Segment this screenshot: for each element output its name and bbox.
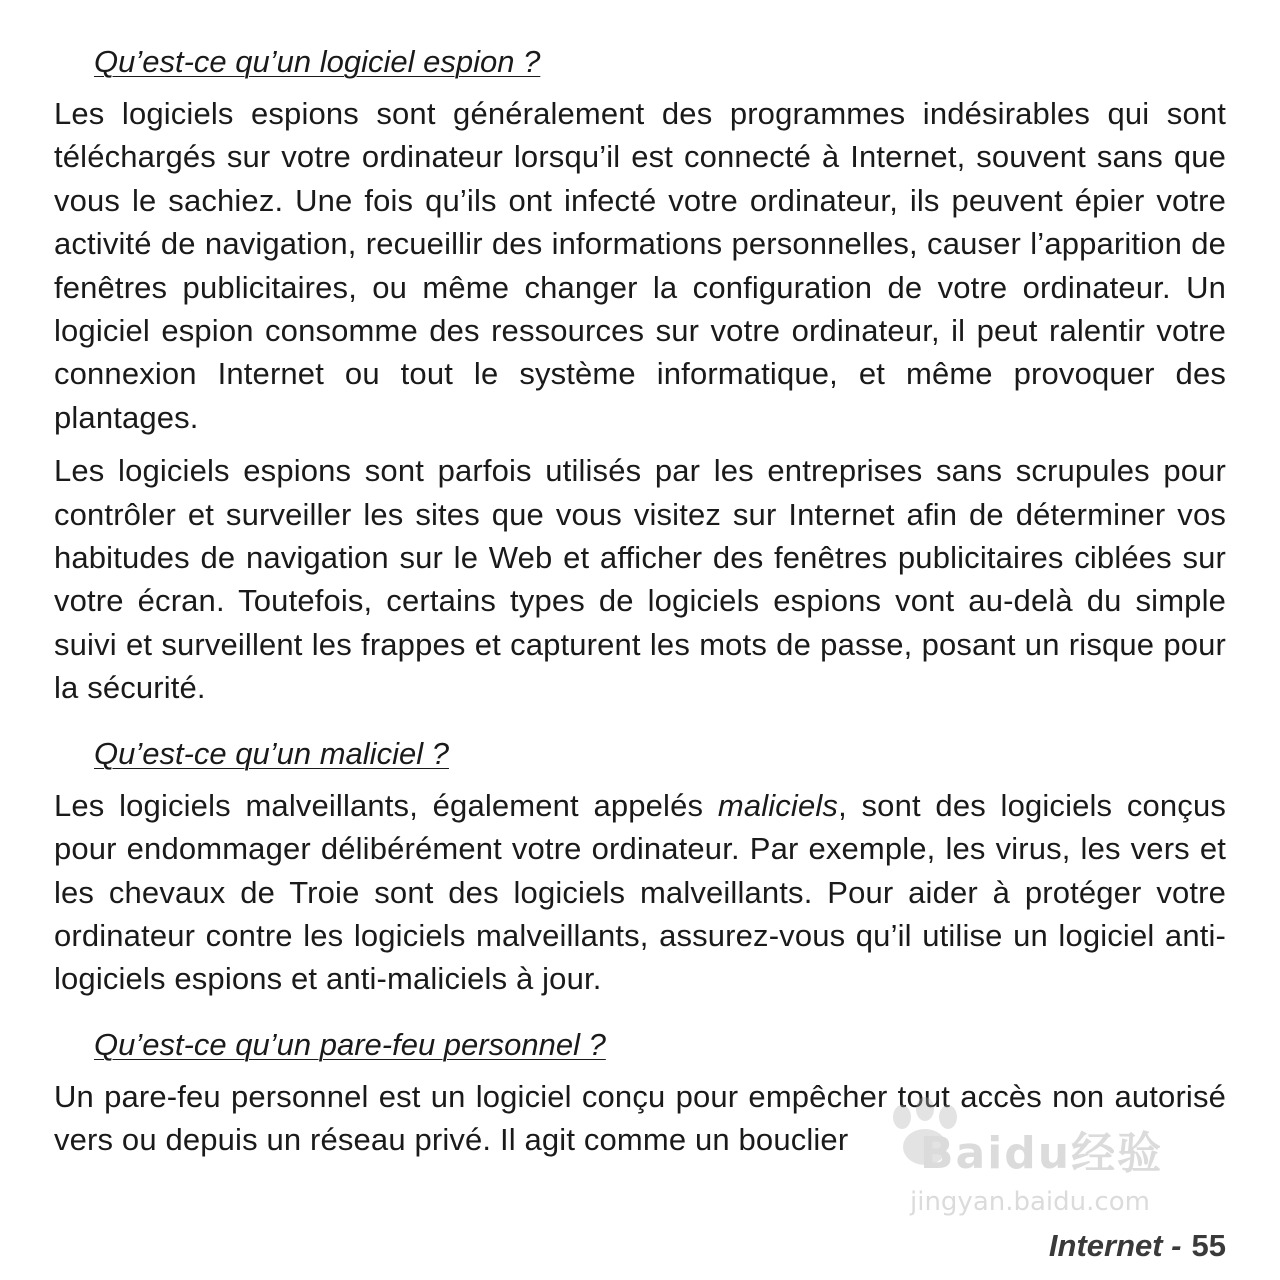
paragraph-firewall: Un pare-feu personnel est un logiciel conçu pour empêcher tout accès non autorisé vers ou depuis un réseau privé. Il agit comme un bouclier [54, 1078, 1226, 1158]
section-heading-malware: Qu’est-ce qu’un maliciel ? [94, 735, 449, 771]
paragraph-spyware-2: Les logiciels espions sont parfois utilisés par les entreprises sans scrupules pour contrôler et surveiller les sites que vous visitez sur Internet afin de déterminer vos habitudes de navigation sur le Web et afficher des fenêtres publicitaires ciblées sur votre écran. Toutefois, certains types de logiciels espions vont au-delà du simple suivi et surveillent les frappes et capturent les mots de passe, posant un risque pour la sécurité. [54, 453, 1226, 706]
malware-term-emphasis: maliciels [717, 787, 839, 823]
document-page [54, 38, 1226, 1172]
section-heading-firewall: Qu’est-ce qu’un pare-feu personnel ? [94, 1026, 606, 1062]
paragraph-spyware-1: Les logiciels espions sont généralement des programmes indésirables qui sont téléchargés sur votre ordinateur lorsqu’il est connecté à Internet, souvent sans que vous le sachiez. Une fois qu’ils ont infecté votre ordinateur, ils peuvent épier votre activité de navigation, recueillir des informations personnelles, causer l’apparition de fenêtres publicitaires, ou même changer la configuration de votre ordinateur. Un logiciel espion consomme des ressources sur votre ordinateur, il peut ralentir votre connexion Internet ou tout le système informatique, et même provoquer des plantages. [54, 96, 1226, 435]
page-footer [1049, 1228, 1226, 1264]
section-heading-spyware: Qu’est-ce qu’un logiciel espion ? [94, 44, 541, 79]
watermark-logo-text: Baidu经验 [920, 1128, 1164, 1179]
page-number: 55 [1191, 1228, 1226, 1263]
footer-section-label: Internet - [1048, 1228, 1182, 1263]
watermark-url: jingyan.baidu.com [910, 1187, 1150, 1217]
malware-text-after: , sont des logiciels conçus pour endommager délibérément votre ordinateur. Par exemple, les virus, les vers et les chevaux de Troie sont des logiciels malveillants. Pour aider à protéger votre ordinateur contre les logiciels malveillants, assurez-vous qu’il utilise un logiciel anti-logiciels espions et anti-maliciels à jour. [54, 787, 1227, 997]
malware-text-before: Les logiciels malveillants, également appelés [54, 787, 718, 823]
paragraph-malware [54, 784, 1226, 1001]
